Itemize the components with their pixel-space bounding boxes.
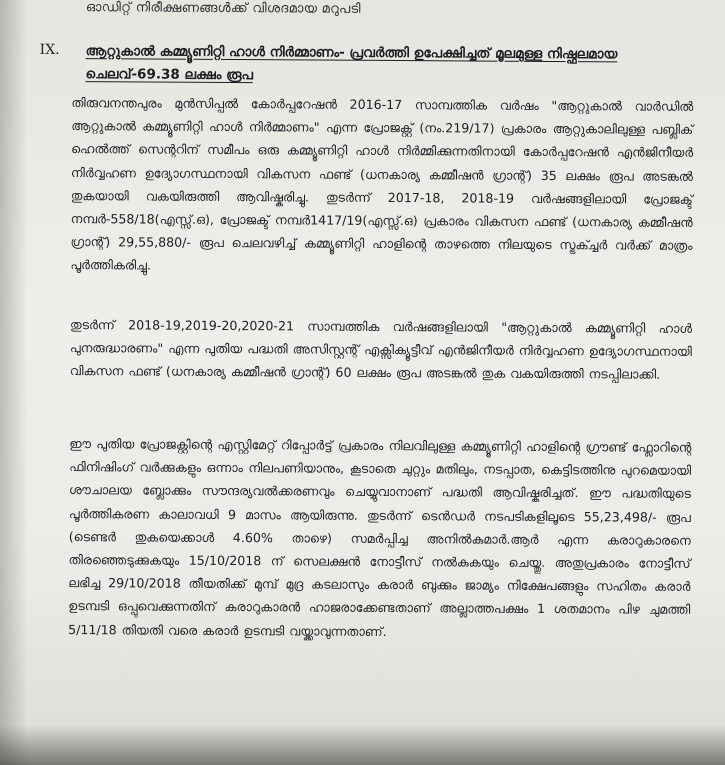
paragraph-2: തുടർന്ന് 2018-19,2019-20,2020-21 സാമ്പത്തിക വർഷങ്ങളിലായി "ആറ്റുകാൽ കമ്മ്യൂണിറ്റി ഹാൾ പുനരുദ്ധാരണം" എന്ന പുതിയ പദ്ധതി അസിസ്റ്റന്റ് എക്സിക്യൂട്ടീവ് എൻജിനീയർ നിർവ്വഹണ ഉദ്യോഗസ്ഥനായി വികസന ഫണ്ട് (ധനകാര്യ കമ്മീഷൻ ഗ്രാന്റ്) 60 ലക്ഷം രൂപ അടങ്കൽ തുക വകയിരുത്തി നടപ്പിലാക്കി. [69, 317, 693, 383]
cut-off-top-line: ഓഡിറ്റ് നിരീക്ഷണങ്ങൾക്ക് വിശദമായ മറുപടി [85, 0, 361, 17]
page-shadow-bottom [0, 725, 725, 765]
section-heading: ആറ്റുകാൽ കമ്മ്യൂണിറ്റി ഹാൾ നിർമ്മാണം- പ്രവർത്തി ഉപേക്ഷിച്ചത് മൂലമുള്ള നിഷ്ഫലമായ ചെലവ്-69.38 ലക്ഷം രൂപ [85, 43, 618, 84]
page-shadow-left [0, 0, 28, 765]
paragraph-1: തിരുവനന്തപുരം മുൻസിപ്പൽ കോർപ്പറേഷൻ 2016-17 സാമ്പത്തിക വർഷം "ആറ്റുകാൽ വാർഡിൽ ആറ്റുകാൽ കമ്മ്യൂണിറ്റി ഹാൾ നിർമ്മാണം" എന്ന പ്രോജക്റ്റ് (നം.219/17) പ്രകാരം ആറ്റുകാലിലുള്ള പബ്ലിക് ഹെൽത്ത് സെന്ററിന് സമീപം ഒരു കമ്മ്യൂണിറ്റി ഹാൾ നിർമ്മിക്കുന്നതിനായി കോർപ്പറേഷൻ എൻജിനീയർ നിർവ്വഹണ ഉദ്യോഗസ്ഥനായി വികസന ഫണ്ട് (ധനകാര്യ കമ്മീഷൻ ഗ്രാന്റ്) 35 ലക്ഷം രൂപ അടങ്കൽ തുകയായി വകയിരുത്തി ആവിഷ്കരിച്ചു. തുടർന്ന് 2017-18, 2018-19 വർഷങ്ങളിലായി പ്രോജക്ട് നമ്പർ-558/18(എസ്സ്.ഒ), പ്രോജക്ട് നമ്പർ1417/19(എസ്സ്.ഒ) പ്രകാരം വികസന ഫണ്ട് (ധനകാര്യ കമ്മീഷൻ ഗ്രാന്റ്) 29,55,880/- രൂപ ചെലവഴിച്ച് കമ്മ്യൂണിറ്റി ഹാളിന്റെ താഴത്തെ നിലയുടെ സ്ട്രക്ച്ചർ വർക്ക് മാത്രം പൂർത്തികരിച്ചു. [70, 95, 694, 273]
page-content [39, 0, 706, 639]
paragraph-3: ഈ പുതിയ പ്രോജക്റ്റിന്റെ എസ്റ്റിമേറ്റ് റിപ്പോർട്ട് പ്രകാരം നിലവിലുള്ള കമ്മ്യൂണിറ്റി ഹാളിന്റെ ഗ്രൗണ്ട് ഫ്ലോറിന്റെ ഫിനിഷിംഗ് വർക്കുകളും ഒന്നാം നിലപണിയാനും, കൂടാതെ ചുറ്റും മതിലും, നടപ്പാത, കെട്ടിടത്തിനു പുറമെയായി ശൗചാലയ ബ്ലോക്കും സൗന്ദര്യവൽക്കരണവും ചെയ്യുവാനാണ് പദ്ധതി ആവിഷ്കരിച്ചത്. ഈ പദ്ധതിയുടെ പൂർത്തികരണ കാലാവധി 9 മാസം ആയിരുന്നു. തുടർന്ന് ടെൻഡർ നടപടികളിലൂടെ 55,23,498/- രൂപ (ടെണ്ടർ തുകയെക്കാൾ 4.60% താഴെ) സമർപ്പിച്ച അനിൽകുമാർ.ആർ എന്ന കരാറുകാരനെ തിരഞ്ഞെടുക്കുകയും 15/10/2018 ന് സെലക്ഷൻ നോട്ടീസ് നൽകുകയും ചെയ്തു. അതുപ്രകാരം നോട്ടീസ് ലഭിച്ച 29/10/2018 തീയതിക്ക് മുമ്പ് മുദ്ര കടലാസും കരാർ ബുക്കും ജാമ്യം നിക്ഷേപങ്ങളും സഹിതം കരാർ ഉടമ്പടി ഒപ്പുവെക്കുന്നതിന് കരാറുകാരൻ ഹാജരാക്കേണ്ടതാണ് അല്ലാത്തപക്ഷം 1 ശതമാനം പിഴ ചുമത്തി 5/11/18 തിയതി വരെ കരാർ ഉടമ്പടി വയ്ക്കാവുന്നതാണ്. [68, 436, 692, 639]
section-number: IX. [39, 41, 60, 58]
